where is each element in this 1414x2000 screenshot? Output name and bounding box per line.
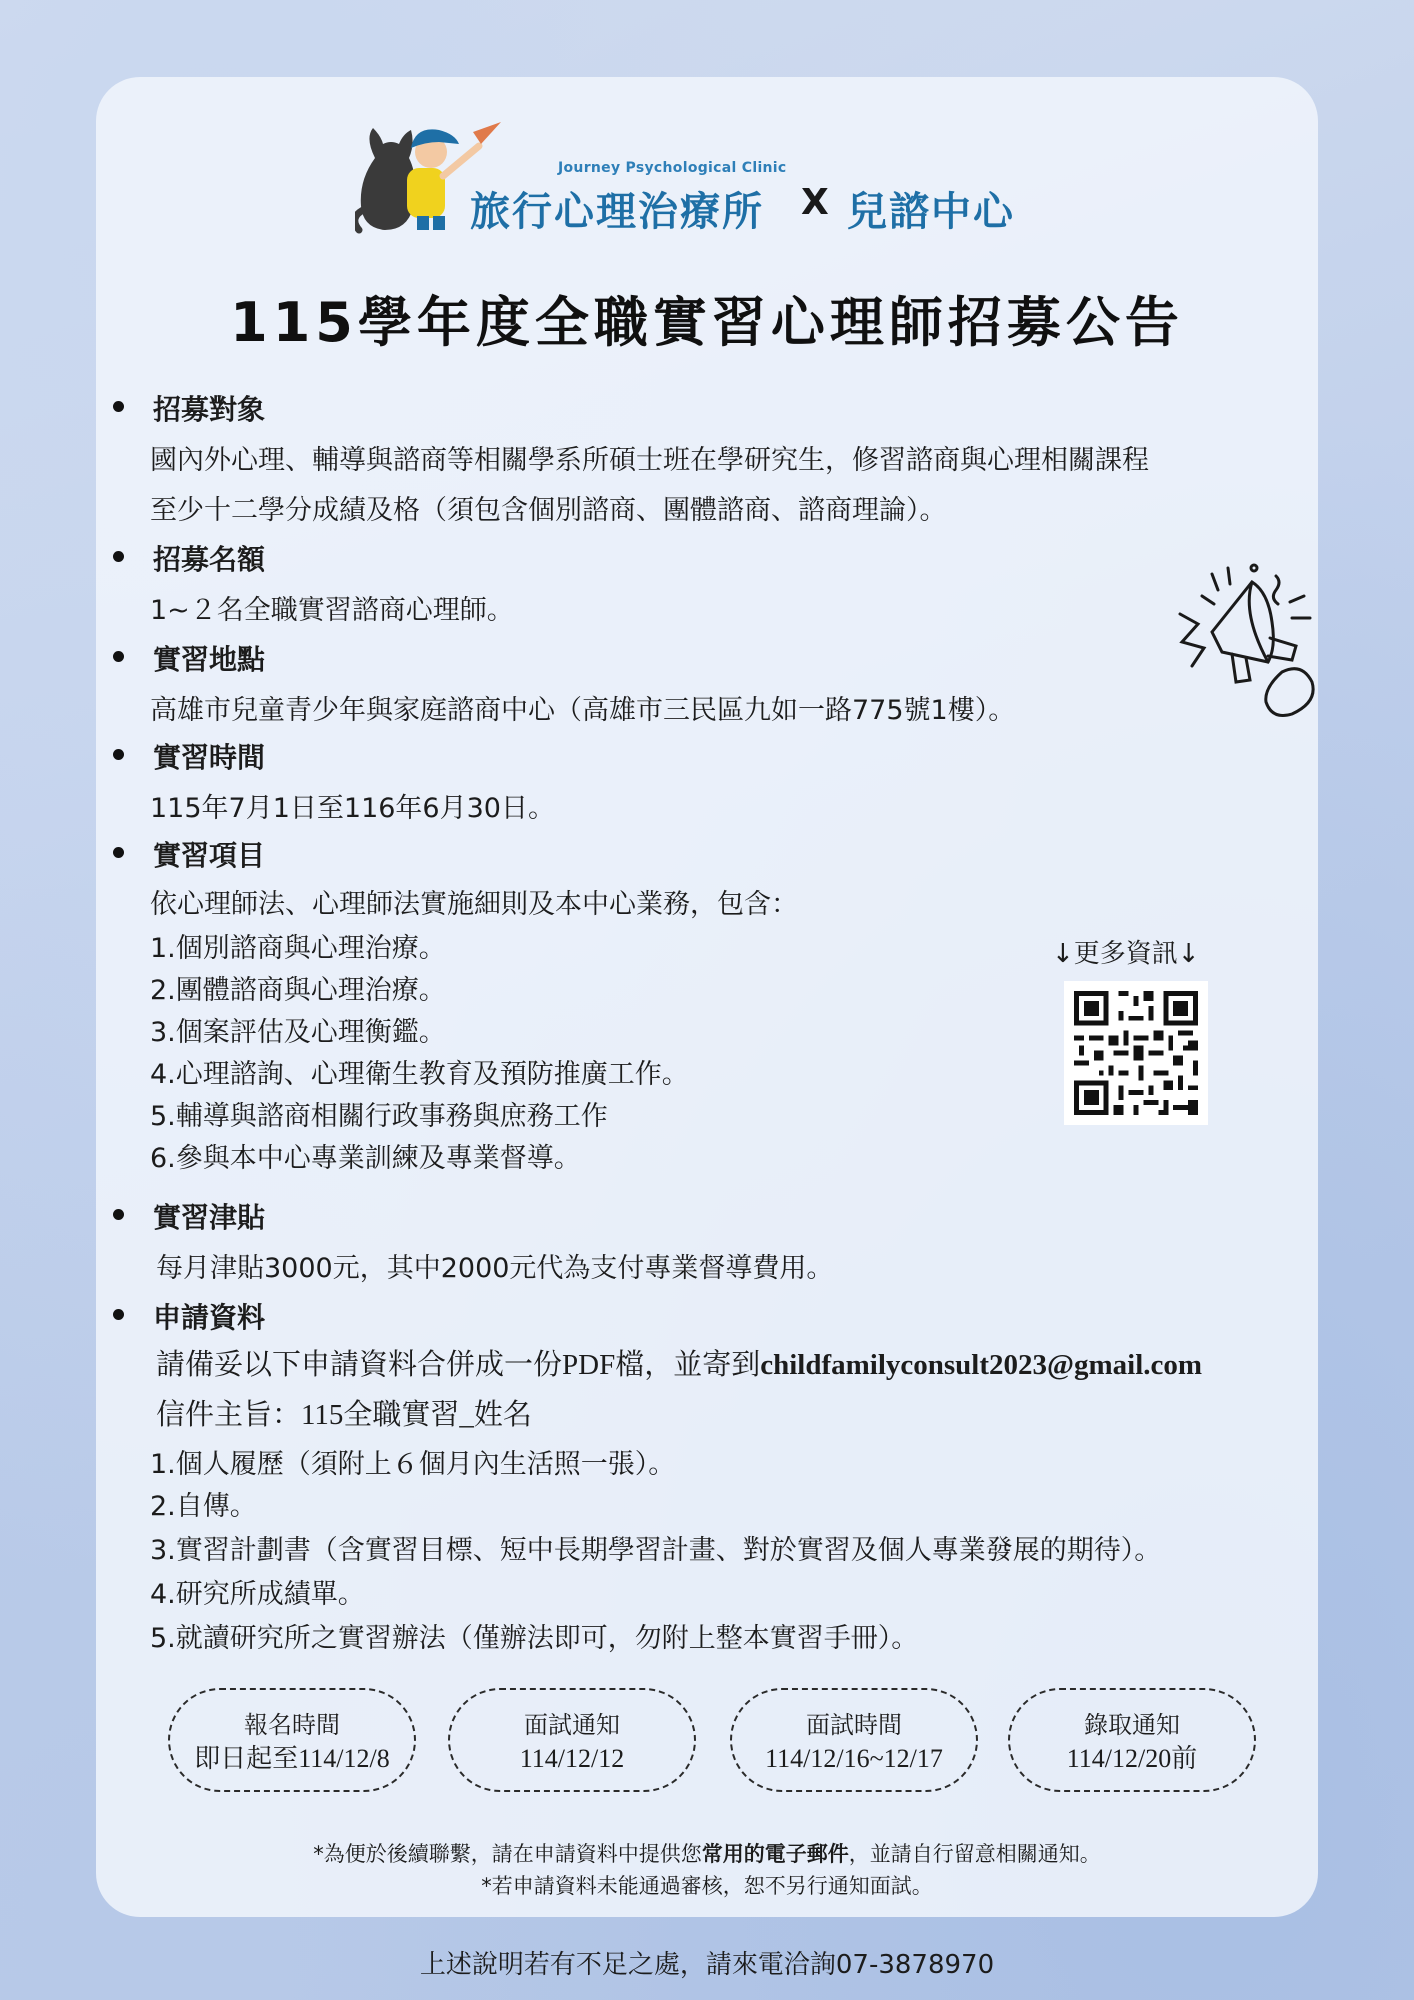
timeline-value: 114/12/12 xyxy=(519,1744,625,1773)
application-intro xyxy=(156,1342,1202,1383)
section-heading-allowance: 實習津貼 xyxy=(113,1196,265,1236)
clinic-tagline: Journey Psychological Clinic xyxy=(558,160,787,176)
header-logo xyxy=(355,118,1035,236)
section-heading-target: 招募對象 xyxy=(113,388,265,428)
timeline-interview-notice xyxy=(448,1688,696,1792)
target-line-2: 至少十二學分成績及格（須包含個別諮商、團體諮商、諮商理論）。 xyxy=(150,495,947,526)
footer-contact: 上述說明若有不足之處，請來電洽詢07-3878970 xyxy=(419,1950,995,1980)
timeline-registration xyxy=(168,1688,416,1792)
timeline-value: 114/12/16~12/17 xyxy=(765,1744,943,1773)
megaphone-icon xyxy=(1172,562,1322,732)
items-line-2: 2.團體諮商與心理治療。 xyxy=(150,975,446,1006)
note-email-pre: *為便於後續聯繫，請在申請資料中提供您 xyxy=(313,1842,702,1866)
timeline-admission xyxy=(1008,1688,1256,1792)
application-email-link[interactable]: childfamilyconsult2023@gmail.com xyxy=(760,1349,1203,1381)
page-title: 115學年度全職實習心理師招募公告 xyxy=(230,291,1184,354)
timeline-value: 114/12/20前 xyxy=(1066,1744,1198,1773)
timeline-interview-time xyxy=(730,1688,978,1792)
items-intro: 依心理師法、心理師法實施細則及本中心業務，包含： xyxy=(150,889,798,920)
items-line-3: 3.個案評估及心理衡鑑。 xyxy=(150,1017,446,1048)
more-info-label: ↓更多資訊↓ xyxy=(1052,939,1200,969)
items-line-6: 6.參與本中心專業訓練及專業督導。 xyxy=(150,1143,581,1174)
timeline-value: 即日起至114/12/8 xyxy=(194,1744,390,1773)
qr-code-icon[interactable] xyxy=(1064,981,1208,1125)
period-line: 115年7月1日至116年6月30日。 xyxy=(150,793,555,824)
timeline-label: 報名時間 xyxy=(244,1711,340,1739)
application-intro-text: 請備妥以下申請資料合併成一份PDF檔，並寄到 xyxy=(156,1349,761,1381)
items-line-4: 4.心理諮詢、心理衛生教育及預防推廣工作。 xyxy=(150,1059,689,1090)
items-line-5: 5.輔導與諮商相關行政事務與庶務工作 xyxy=(150,1101,608,1132)
note-email xyxy=(0,1838,1414,1868)
timeline-label: 面試時間 xyxy=(806,1711,902,1739)
note-email-post: ，並請自行留意相關通知。 xyxy=(848,1842,1101,1866)
note-email-bold: 常用的電子郵件 xyxy=(701,1842,849,1866)
section-heading-period: 實習時間 xyxy=(113,736,265,776)
section-heading-location: 實習地點 xyxy=(113,638,265,678)
timeline-label: 錄取通知 xyxy=(1084,1711,1180,1739)
note-review: *若申請資料未能通過審核，恕不另行通知面試。 xyxy=(481,1874,933,1898)
section-heading-items: 實習項目 xyxy=(113,834,265,874)
timeline-label: 面試通知 xyxy=(524,1711,620,1739)
section-heading-application: 申請資料 xyxy=(113,1296,265,1336)
quota-line: 1~２名全職實習諮商心理師。 xyxy=(150,595,514,626)
allowance-line: 每月津貼3000元，其中2000元代為支付專業督導費用。 xyxy=(156,1253,834,1284)
application-line-1: 1.個人履歷（須附上６個月內生活照一張）。 xyxy=(150,1449,676,1480)
application-line-2: 2.自傳。 xyxy=(150,1491,257,1522)
application-subject: 信件主旨：115全職實習_姓名 xyxy=(156,1399,532,1431)
partner-name: 兒諮中心 xyxy=(847,189,1015,235)
target-line-1: 國內外心理、輔導與諮商等相關學系所碩士班在學研究生，修習諮商與心理相關課程 xyxy=(150,445,1149,476)
collab-cross: X xyxy=(801,182,829,223)
clinic-name: 旅行心理治療所 xyxy=(470,189,764,235)
section-heading-quota: 招募名額 xyxy=(113,538,265,578)
application-line-4: 4.研究所成績單。 xyxy=(150,1579,365,1610)
application-line-3: 3.實習計劃書（含實習目標、短中長期學習計畫、對於實習及個人專業發展的期待）。 xyxy=(150,1535,1162,1566)
items-line-1: 1.個別諮商與心理治療。 xyxy=(150,933,446,964)
application-line-5: 5.就讀研究所之實習辦法（僅辦法即可，勿附上整本實習手冊）。 xyxy=(150,1623,919,1654)
location-line: 高雄市兒童青少年與家庭諮商中心（高雄市三民區九如一路775號1樓）。 xyxy=(150,695,1016,726)
